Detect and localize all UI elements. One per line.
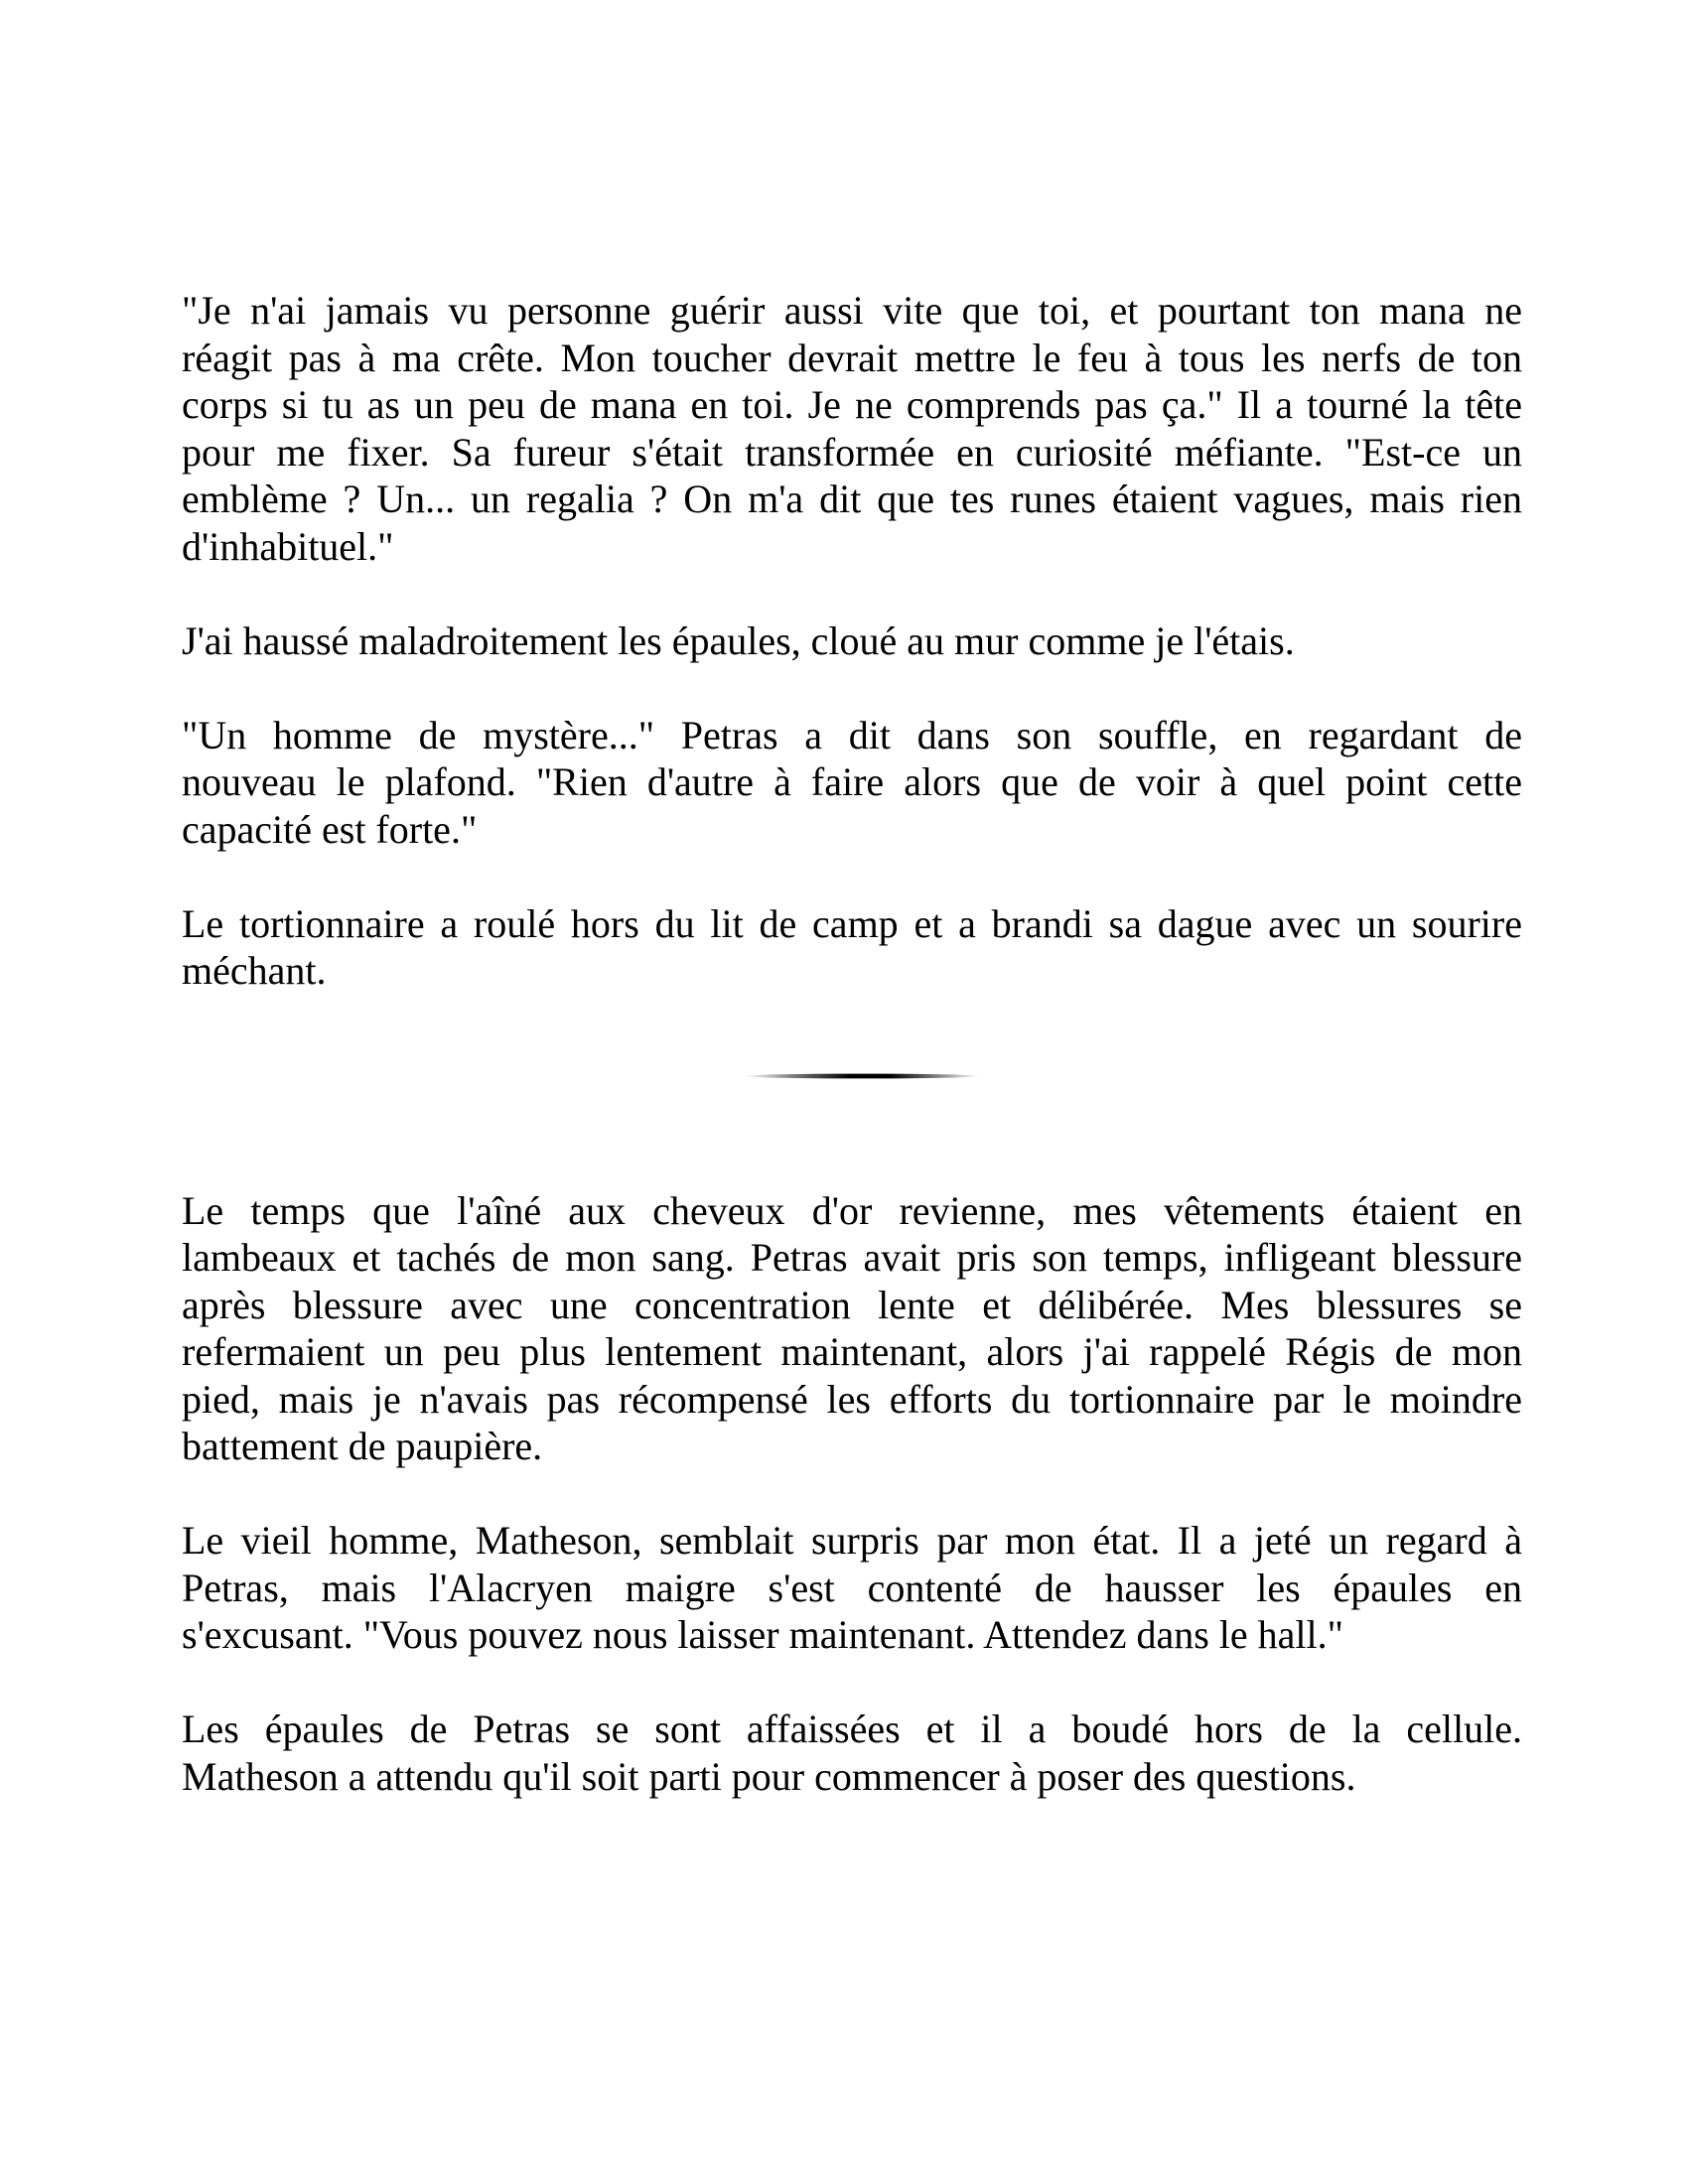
paragraph	[182, 1706, 1522, 1800]
paragraph	[182, 617, 1522, 665]
text-line: battement de paupière.	[182, 1424, 543, 1468]
scene-break-divider	[192, 1073, 1532, 1079]
text-line: Le tortionnaire a roulé hors du lit de camp et a brandi sa dague avec un sourire	[182, 900, 1522, 946]
text-line: méchant.	[182, 948, 327, 993]
document-page	[182, 287, 1522, 1847]
text-line: Le vieil homme, Matheson, semblait surpris par mon état. Il a jeté un regard à	[182, 1518, 1522, 1563]
text-line: pour me fixer. Sa fureur s'était transformée en curiosité méfiante. "Est-ce un	[182, 429, 1522, 475]
text-line: Le temps que l'aîné aux cheveux d'or revienne, mes vêtements étaient en	[182, 1187, 1522, 1233]
paragraph	[182, 1187, 1522, 1470]
text-line: "Un homme de mystère..." Petras a dit dans son souffle, en regardant de	[182, 712, 1522, 757]
text-line: nouveau le plafond. "Rien d'autre à faire alors que de voir à quel point cette	[182, 759, 1522, 804]
text-line: capacité est forte."	[182, 806, 478, 852]
text-line: d'inhabituel."	[182, 523, 394, 569]
paragraph	[182, 1517, 1522, 1659]
text-line: pied, mais je n'avais pas récompensé les efforts du tortionnaire par le moindre	[182, 1376, 1522, 1422]
text-line: Petras, mais l'Alacryen maigre s'est contenté de hausser les épaules en	[182, 1565, 1522, 1610]
text-line: s'excusant. "Vous pouvez nous laisser maintenant. Attendez dans le hall."	[182, 1612, 1343, 1657]
text-line: corps si tu as un peu de mana en toi. Je ne comprends pas ça." Il a tourné la tête	[182, 382, 1522, 427]
text-line: emblème ? Un... un regalia ? On m'a dit que tes runes étaient vagues, mais rien	[182, 477, 1522, 521]
text-line: Matheson a attendu qu'il soit parti pour commencer à poser des questions.	[182, 1753, 1356, 1799]
text-line: J'ai haussé maladroitement les épaules, cloué au mur comme je l'étais.	[182, 617, 1295, 663]
paragraph	[182, 287, 1522, 570]
text-line: "Je n'ai jamais vu personne guérir aussi vite que toi, et pourtant ton mana ne	[182, 288, 1522, 333]
paragraph	[182, 900, 1522, 995]
text-line: refermaient un peu plus lentement maintenant, alors j'ai rappelé Régis de mon	[182, 1329, 1522, 1374]
text-line: lambeaux et tachés de mon sang. Petras avait pris son temps, infligeant blessure	[182, 1235, 1522, 1280]
text-line: réagit pas à ma crête. Mon toucher devrait mettre le feu à tous les nerfs de ton	[182, 335, 1522, 380]
text-line: après blessure avec une concentration lente et délibérée. Mes blessures se	[182, 1282, 1522, 1327]
text-line: Les épaules de Petras se sont affaissées et il a boudé hors de la cellule.	[182, 1706, 1522, 1751]
paragraph	[182, 712, 1522, 854]
